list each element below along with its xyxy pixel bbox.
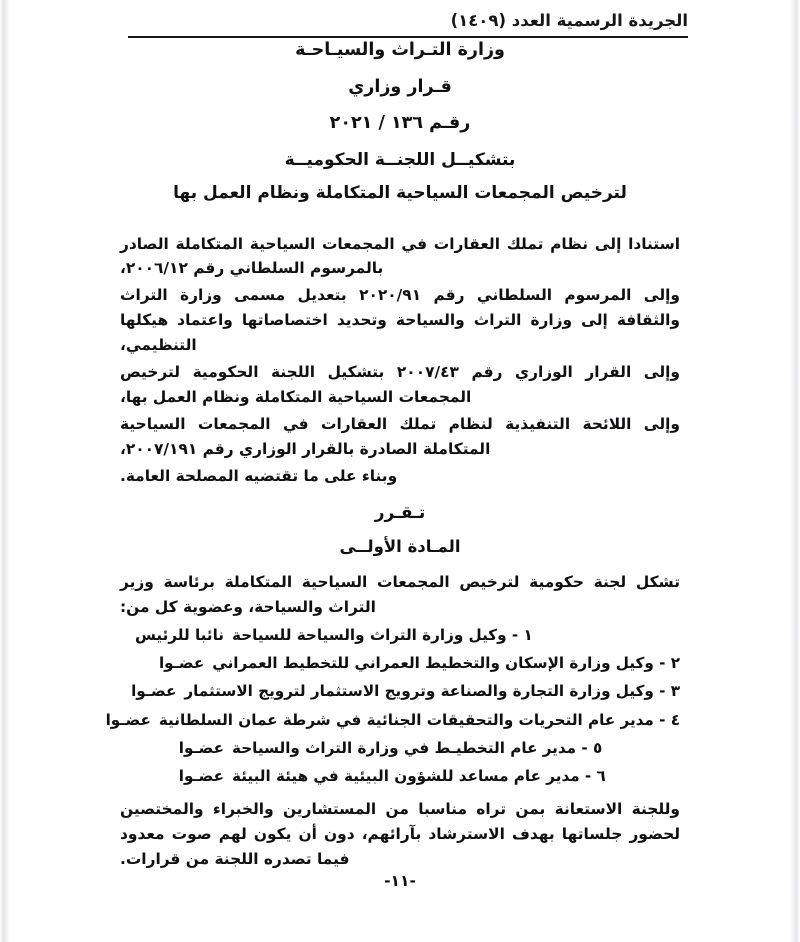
decree-subject-line-2: لترخيص المجمعات السياحية المتكاملة ونظام العمل بها	[173, 182, 627, 203]
member-title: ٣ - وكيل وزارة التجارة والصناعة وترويج الاستثمار لترويج الاستثمار	[184, 682, 680, 701]
member-row	[120, 684, 680, 699]
preamble-section	[120, 232, 680, 490]
member-role: عضـوا	[105, 710, 151, 729]
decree-number: رقـم ١٣٦ / ٢٠٢١	[329, 113, 471, 133]
preamble-paragraph-4: وإلى اللائحة التنفيذية لنظام تملك العقارات في المجمعات السياحية المتكاملة الصادرة بالقرار الوزاري رقم ٢٠٠٧/١٩١،	[120, 415, 680, 459]
article-one-closing-paragraph: وللجنة الاستعانة بمن تراه مناسبا من المستشارين والخبراء والمختصين لحضور جلساتها بهدف الاسترشاد بآرائهم، دون أن يكون لهم صوت معدود فيما تصدره اللجنة من قرارات.	[120, 800, 680, 869]
member-row	[120, 625, 680, 644]
member-role: عضـوا	[158, 654, 205, 673]
preamble-paragraph-5: وبناء على ما تقتضيه المصلحة العامة.	[120, 467, 398, 486]
decree-kind: قـرار وزاري	[348, 76, 452, 97]
member-title: ٦ - مدير عام مساعد للشؤون البيئية في هيئة البيئة	[232, 766, 606, 785]
member-title: ١ - وكيل وزارة التراث والسياحة للسياحة	[232, 625, 533, 644]
header-divider-rule	[128, 36, 688, 38]
preamble-paragraph-2: وإلى المرسوم السلطاني رقم ٢٠٢٠/٩١ بتعديل مسمى وزارة التراث والثقافة إلى وزارة التراث والسياحة وتحديد اختصاصاتها واعتماد هيكلها التنظيمي،	[120, 286, 680, 355]
decree-subject-line-1: بتشكيــل اللجنــة الحكوميــة	[284, 149, 516, 170]
document-content	[105, 40, 680, 872]
gazette-title-text: الجريدة الرسمية العدد (١٤٠٩)	[450, 11, 688, 30]
member-row	[120, 766, 680, 785]
member-title: ٥ - مدير عام التخطيـط في وزارة التراث والسياحة	[232, 738, 603, 757]
preamble-paragraph-3: وإلى القرار الوزاري رقم ٢٠٠٧/٤٣ بتشكيل اللجنة الحكومية لترخيص المجمعات السياحية المتكاملة ونظام العمل بها،	[120, 363, 680, 407]
member-role: عضـوا	[131, 682, 177, 701]
page-number: -١١-	[384, 872, 416, 890]
member-title: ٤ - مدير عام التحريات والتحقيقات الجنائية في شرطة عمان السلطانية	[158, 710, 680, 729]
member-row	[105, 710, 680, 729]
member-role: نائبا للرئيس	[134, 625, 224, 644]
article-one-body: تشكل لجنة حكومية لترخيص المجمعات السياحية المتكاملة برئاسة وزير التراث والسياحة، وعضوية كل من:	[120, 573, 680, 616]
preamble-paragraph-1: استنادا إلى نظام تملك العقارات في المجمعات السياحية المتكاملة الصادر بالمرسوم السلطاني رقم ٢٠٠٦/١٢،	[120, 234, 680, 278]
decides-heading: تـقـرر	[374, 503, 426, 524]
article-one-heading: المـادة الأولــى	[339, 537, 461, 557]
member-role: عضـوا	[178, 766, 224, 785]
member-row	[120, 738, 680, 757]
member-role: عضـوا	[178, 738, 224, 757]
gazette-running-header	[128, 11, 688, 38]
decree-title-block	[120, 42, 680, 202]
member-row	[120, 656, 680, 671]
member-title: ٢ - وكيل وزارة الإسكان والتخطيط العمراني للتخطيط العمراني	[212, 654, 680, 673]
committee-members-list	[105, 625, 680, 785]
ministry-name: وزارة التـراث والسيـاحـة	[295, 40, 505, 60]
